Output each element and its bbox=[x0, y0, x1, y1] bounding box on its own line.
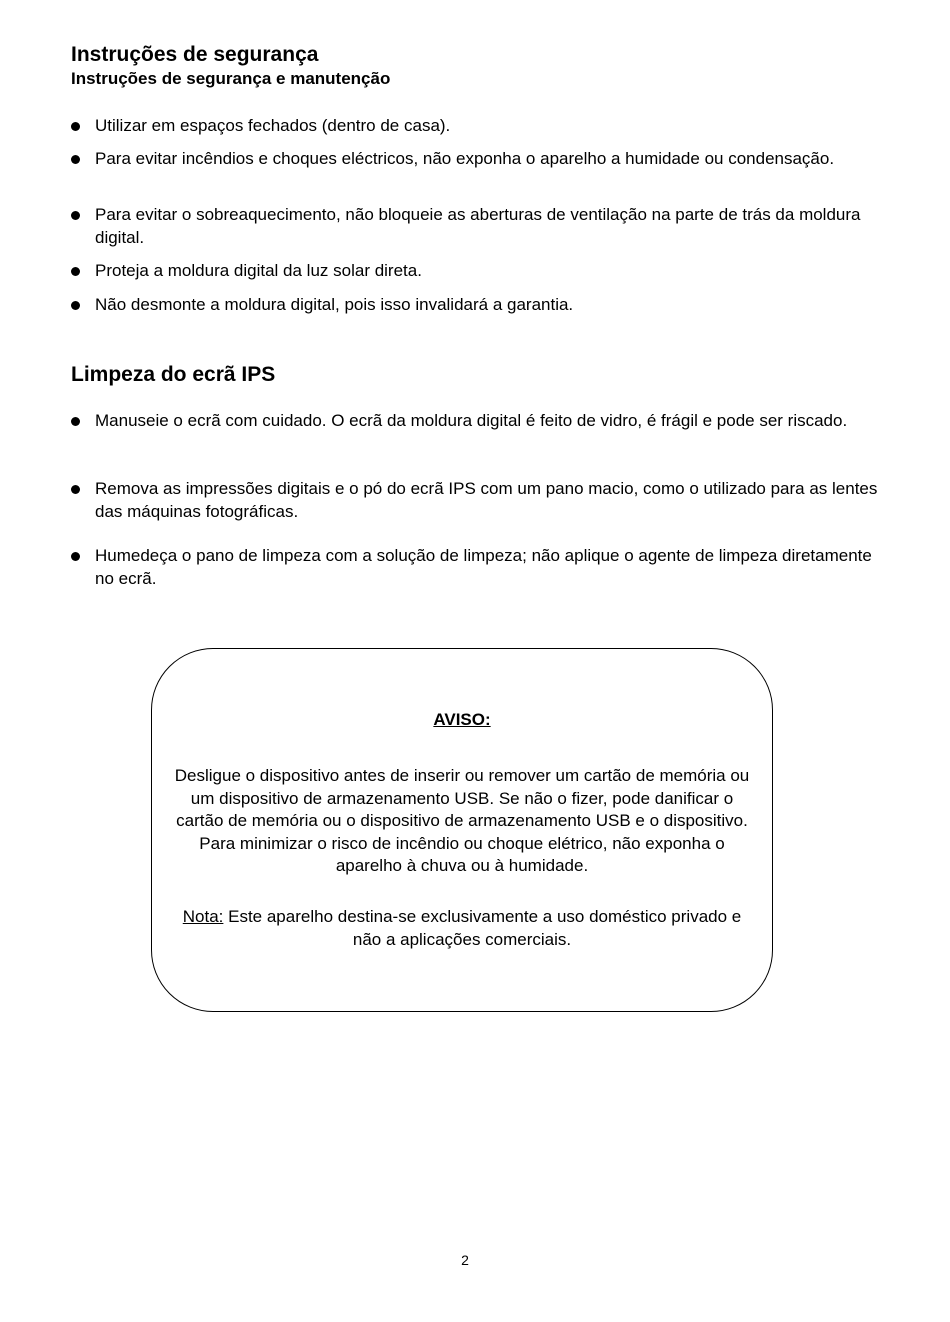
safety-item bbox=[71, 203, 895, 249]
bullet-dot-icon bbox=[71, 485, 80, 494]
cleaning-item bbox=[71, 477, 895, 523]
cleaning-title: Limpeza do ecrã IPS bbox=[71, 363, 276, 386]
safety-item bbox=[71, 293, 895, 316]
notice-body: Desligue o dispositivo antes de inserir ou remover um cartão de memória ou um dispositivo de armazenamento USB. Se não o fizer, pode danificar o cartão de memória ou o dispositivo de armazenamento USB e o dispositivo. Para minimizar o risco de incêndio ou choque elétrico, não exponha o aparelho à chuva ou à humidade. bbox=[174, 766, 750, 875]
cleaning-item-text: Remova as impressões digitais e o pó do ecrã IPS com um pano macio, como o utilizado para as lentes das máquinas fotográficas. bbox=[95, 479, 878, 521]
safety-item bbox=[71, 114, 895, 137]
notice-note bbox=[170, 906, 754, 951]
bullet-dot-icon bbox=[71, 552, 80, 561]
safety-subtitle: Instruções de segurança e manutenção bbox=[71, 69, 391, 88]
safety-item-text: Não desmonte a moldura digital, pois isso invalidará a garantia. bbox=[95, 295, 574, 314]
bullet-dot-icon bbox=[71, 417, 80, 426]
bullet-dot-icon bbox=[71, 155, 80, 164]
cleaning-item bbox=[71, 544, 895, 590]
bullet-dot-icon bbox=[71, 122, 80, 131]
note-text: Este aparelho destina-se exclusivamente a uso doméstico privado e não a aplicações comerciais. bbox=[223, 907, 742, 949]
safety-item-text: Utilizar em espaços fechados (dentro de casa). bbox=[95, 116, 451, 135]
bullet-dot-icon bbox=[71, 301, 80, 310]
cleaning-item bbox=[71, 409, 895, 432]
cleaning-item-text: Manuseie o ecrã com cuidado. O ecrã da moldura digital é feito de vidro, é frágil e pode ser riscado. bbox=[95, 411, 848, 430]
safety-item-text: Proteja a moldura digital da luz solar direta. bbox=[95, 261, 422, 280]
bullet-dot-icon bbox=[71, 211, 80, 220]
note-label: Nota: bbox=[182, 907, 224, 926]
warning-notice-box bbox=[151, 648, 773, 1012]
cleaning-item-text: Humedeça o pano de limpeza com a solução de limpeza; não aplique o agente de limpeza diretamente no ecrã. bbox=[95, 546, 872, 588]
page-number: 2 bbox=[461, 1252, 469, 1268]
safety-title: Instruções de segurança bbox=[71, 43, 319, 66]
safety-item bbox=[71, 147, 895, 170]
safety-item-text: Para evitar incêndios e choques eléctricos, não exponha o aparelho a humidade ou condensação. bbox=[95, 149, 835, 168]
notice-title: AVISO: bbox=[433, 710, 491, 729]
bullet-dot-icon bbox=[71, 267, 80, 276]
safety-item bbox=[71, 259, 895, 282]
safety-item-text: Para evitar o sobreaquecimento, não bloqueie as aberturas de ventilação na parte de trás da moldura digital. bbox=[95, 205, 861, 247]
